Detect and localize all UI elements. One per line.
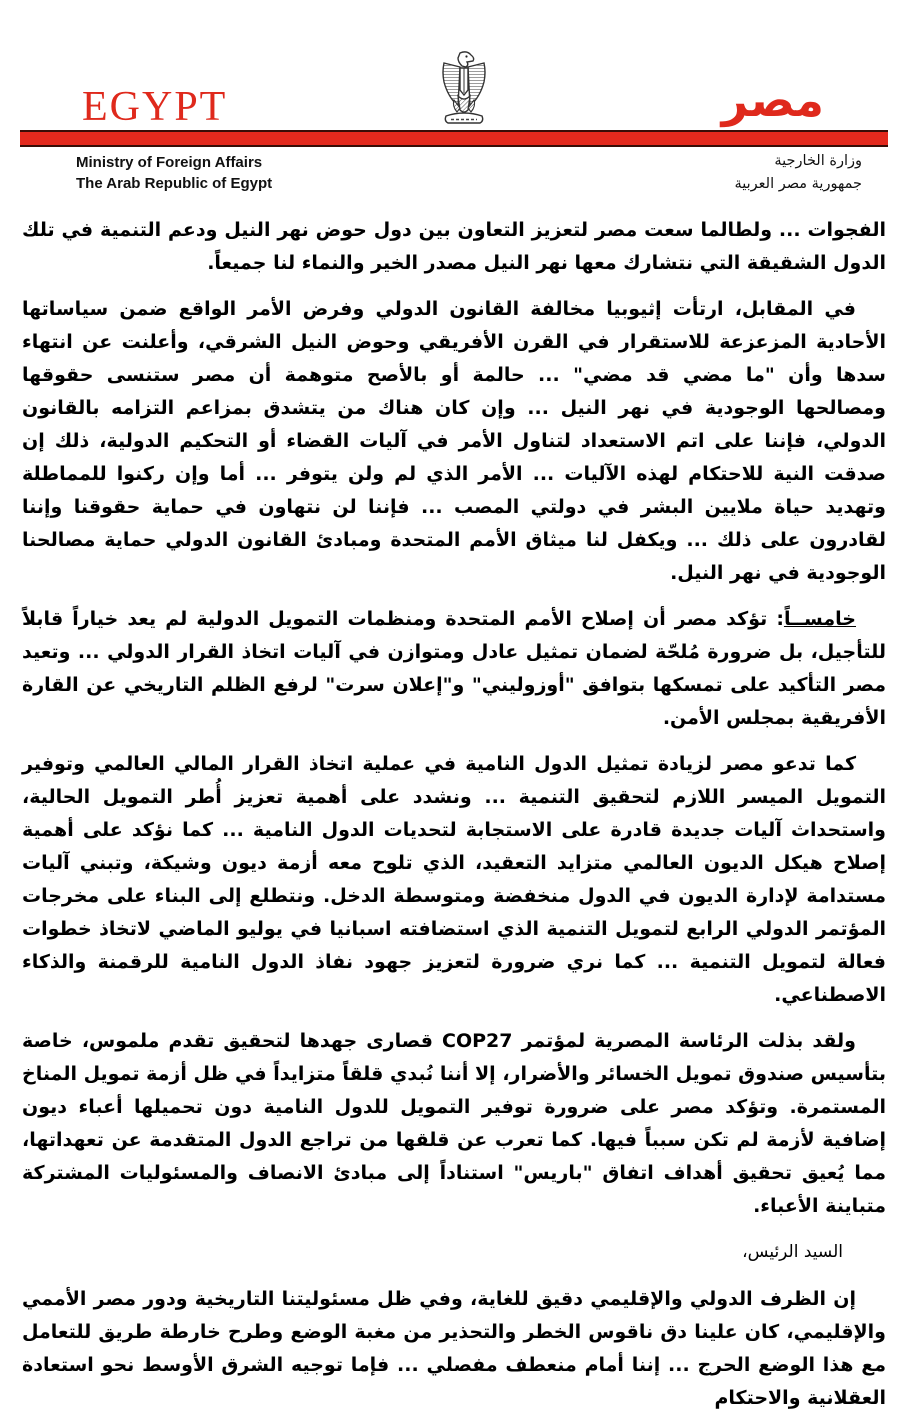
egypt-eagle-emblem-icon xyxy=(430,50,498,128)
ministry-name-ar xyxy=(734,150,862,196)
egypt-title-ar: مصر xyxy=(721,73,824,127)
document-body xyxy=(22,214,886,1428)
salutation-mr-president: السيد الرئيس، xyxy=(742,1242,843,1262)
ministry-ar-line2: جمهورية مصر العربية xyxy=(734,176,862,192)
paragraph-fifth-un-reform xyxy=(22,603,886,735)
paragraph-development-finance: كما تدعو مصر لزيادة تمثيل الدول النامية في عملية اتخاذ القرار المالي العالمي وتوفير التمويل الميسر اللازم لتحقيق التنمية ... ونشدد على أهمية تعزيز أُطر التمويل الحالية، واستحداث آليات جديدة قادرة على الاستجابة لتحديات الدول النامية ... كما نؤكد على أهمية إصلاح هيكل الديون العالمي متزايد التعقيد، الذي تلوح معه أزمة ديون وشيكة، وتبني آليات مستدامة لإدارة الديون في الدول منخفضة ومتوسطة الدخل. ونتطلع إلى البناء على مخرجات المؤتمر الدولي الرابع لتمويل التنمية الذي استضافته اسبانيا في يوليو الماضي لاتخاذ خطوات فعالة لتمويل التنمية ... كما نري ضرورة لتعزيز جهود نفاذ الدول النامية للرقمنة والذكاء الاصطناعي. xyxy=(22,753,886,1006)
paragraph-nile-cooperation: الفجوات ... ولطالما سعت مصر لتعزيز التعاون بين دول حوض نهر النيل ودعم التنمية في تلك الدول الشقيقة التي نتشارك معها نهر النيل مصدر الخير والنماء لنا جميعاً. xyxy=(22,219,886,274)
ministry-en-line2: The Arab Republic of Egypt xyxy=(76,175,273,192)
egypt-title-en: EGYPT xyxy=(82,84,228,130)
ministry-ar-line1: وزارة الخارجية xyxy=(774,153,862,169)
paragraph-regional-situation: إن الظرف الدولي والإقليمي دقيق للغاية، وفي ظل مسئوليتنا التاريخية ودور مصر الأممي والإقليمي، كان علينا دق ناقوس الخطر والتحذير من مغبة الوضع وطرح خارطة طريق للتعامل مع هذا الوضع الحرج ... إننا أمام منعطف مفصلي ... فإما توجيه الشرق الأوسط نحو استعادة العقلانية والاحتكام xyxy=(22,1288,886,1409)
paragraph-ethiopia-dam: في المقابل، ارتأت إثيوبيا مخالفة القانون الدولي وفرض الأمر الواقع ضمن سياساتها الأحادية المزعزعة للاستقرار في القرن الأفريقي وحوض النيل الشرقي، وأعلنت عن انتهاء سدها وأن "ما مضي قد مضي" ... حالمة أو بالأصح متوهمة أن مصر ستنسى حقوقها ومصالحها الوجودية في نهر النيل ... وإن كان هناك من يتشدق بمزاعم التزامه بالقانون الدولي، فإننا على اتم الاستعداد لتناول الأمر في آليات القضاء أو التحكيم الدولية، ذلك إن صدقت النية للاحتكام لهذه الآليات ... الأمر الذي لم ولن يتوفر ... أما وإن ركنوا للمماطلة وتهديد حياة ملايين البشر في دولتي المصب ... فإننا لن نتهاون في حماية حقوقنا وإننا لقادرون على ذلك ... ويكفل لنا ميثاق الأمم المتحدة ومبادئ القانون الدولي حماية مصالحنا الوجودية في نهر النيل. xyxy=(22,298,886,584)
header-red-bar xyxy=(20,130,888,147)
ministry-name-en xyxy=(76,152,272,194)
paragraph-cop27-climate: ولقد بذلت الرئاسة المصرية لمؤتمر COP27 قصارى جهدها لتحقيق تقدم ملموس، خاصة بتأسيس صندوق تمويل الخسائر والأضرار، إلا أننا نُبدي قلقاً متزايداً في ظل أزمة تمويل المناخ المستمرة. وتؤكد مصر على ضرورة توفير التمويل للدول النامية دون تحميلها أعباء ديون إضافية لأزمة لم تكن سبباً فيها. كما تعرب عن قلقها من تراجع الدول المتقدمة عن تعهداتها، مما يُعيق تحقيق أهداف اتفاق "باريس" استناداً إلى مبادئ الانصاف والمسئوليات المشتركة متباينة الأعباء. xyxy=(22,1030,886,1217)
ministry-en-line1: Ministry of Foreign Affairs xyxy=(76,154,263,171)
fifth-term-underlined: خامســاً xyxy=(783,608,856,630)
fifth-paragraph-rest: : تؤكد مصر أن إصلاح الأمم المتحدة ومنظمات التمويل الدولية لم يعد خياراً قابلاً للتأجيل، بل ضرورة مُلحّة لضمان تمثيل عادل ومتوازن في آليات اتخاذ القرار الدولي ... وتعيد مصر التأكيد على تمسكها بتوافق "أوزوليني" و"إعلان سرت" لرفع الظلم التاريخي عن القارة الأفريقية بمجلس الأمن. xyxy=(22,608,886,729)
